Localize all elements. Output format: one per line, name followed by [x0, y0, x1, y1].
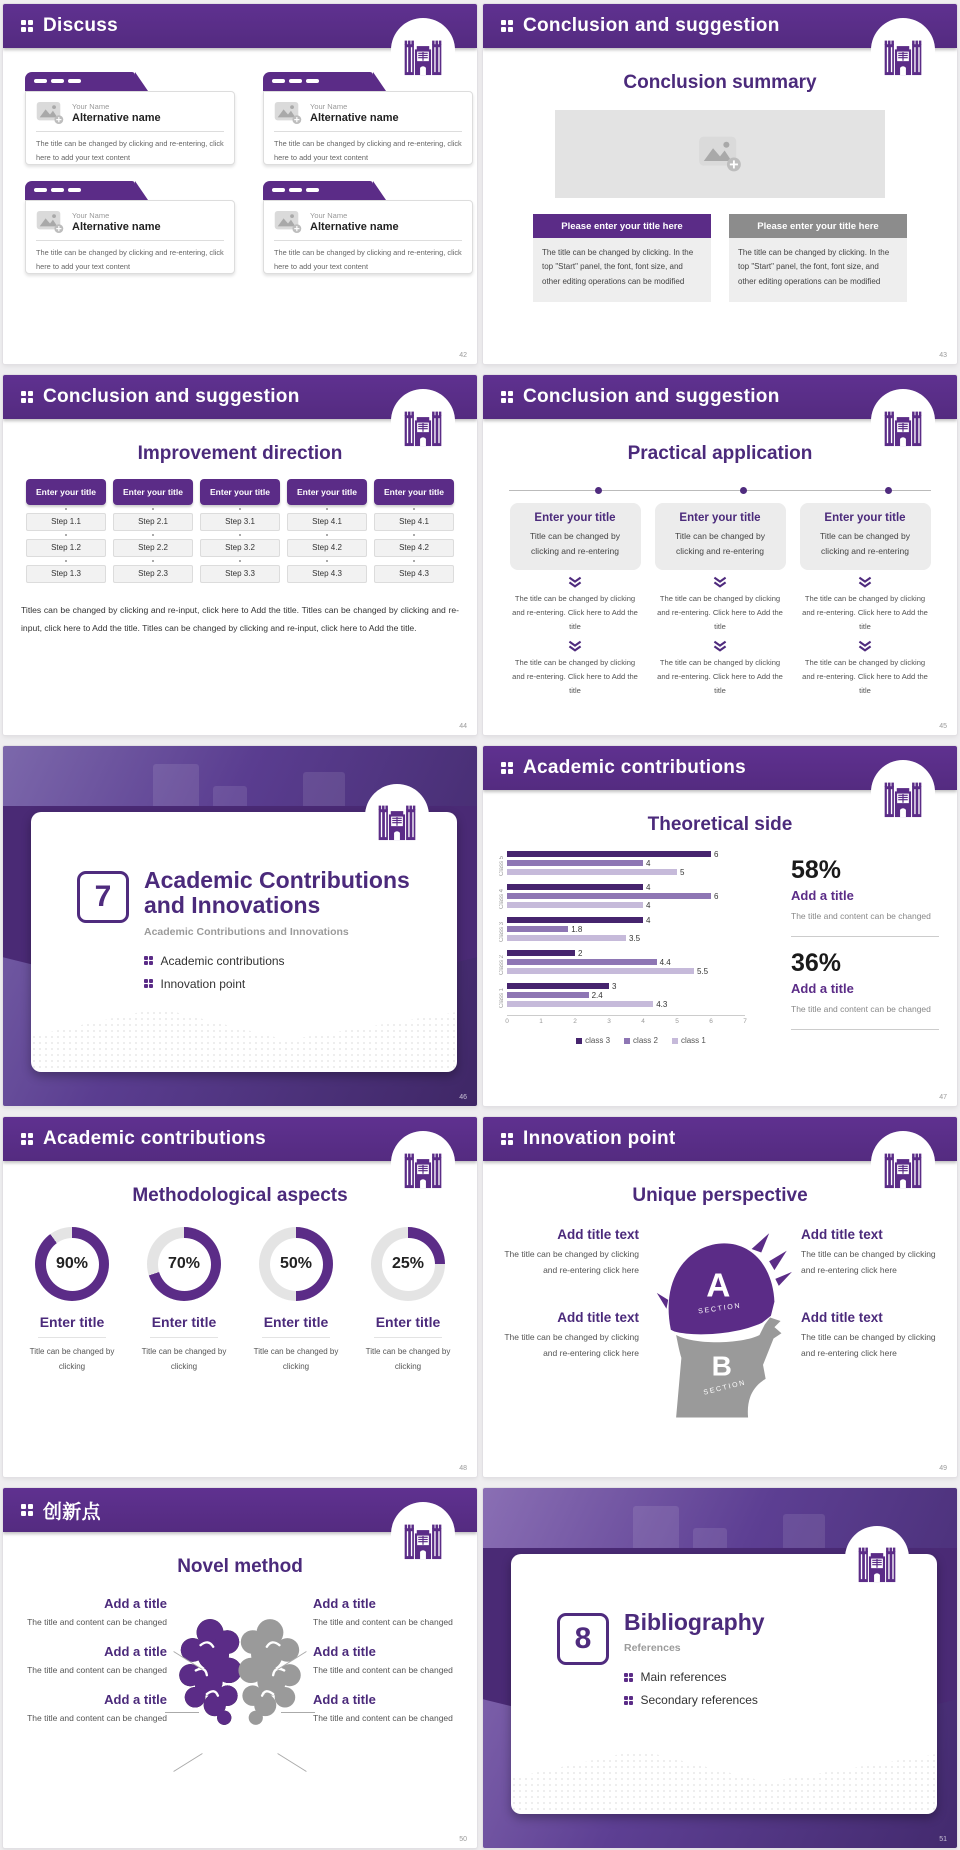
slide-topic-title: Improvement direction [137, 443, 343, 464]
legend-swatch [624, 1038, 630, 1044]
application-column: Enter your title Title can be changed by clicking and re-entering The title can be changed by clicking and re-entering. Click here to Add the title The title can be changed by clicking and re-entering. Click here to Add the title [655, 503, 786, 698]
slide-theoretical-side [483, 746, 957, 1106]
page-number: 45 [939, 723, 947, 730]
title-card: Enter your title Title can be changed by clicking and re-entering [510, 503, 641, 570]
chevron-double-down-icon [712, 640, 728, 652]
application-column: Enter your title Title can be changed by clicking and re-entering The title can be changed by clicking and re-entering. Click here to Add the title The title can be changed by clicking and re-entering. Click here to Add the title [510, 503, 641, 698]
page-number: 49 [939, 1465, 947, 1472]
university-logo-icon [391, 18, 455, 82]
timeline-dot [885, 487, 892, 494]
card-body: The title can be changed by clicking and re-entering, click here to add your text content [36, 139, 224, 163]
chevron-double-down-icon [857, 576, 873, 588]
bullet-marker-icon [624, 1696, 633, 1705]
slide-section-8 [483, 1488, 957, 1848]
stat-list [791, 850, 939, 1045]
profile-card: Your Name Alternative name The title can be changed by clicking and re-entering, click here to add your text content [263, 181, 473, 274]
university-logo-icon [391, 389, 455, 453]
text-block: Add title text The title can be changed by clicking and re-entering click here [504, 1310, 639, 1359]
folder-tab [25, 72, 135, 91]
header-marker-icon [21, 1504, 33, 1516]
section-title: Bibliography [624, 1609, 765, 1635]
header-title: Conclusion and suggestion [43, 386, 300, 407]
image-placeholder-icon [36, 101, 64, 125]
donut-chart: 90% [35, 1227, 109, 1301]
timeline-dot [740, 487, 747, 494]
title-bar: Please enter your title here [729, 214, 907, 238]
header-marker-icon [21, 391, 33, 403]
profile-card: Your Name Alternative name The title can be changed by clicking and re-entering, click here to add your text content [263, 72, 473, 165]
column-body: The title can be changed by clicking. In the top "Start" panel, the font, font size, and other editing operations can be modified [533, 238, 711, 302]
header-title: Discuss [43, 15, 118, 36]
section-bullet: Main references [624, 1670, 924, 1684]
text-block: Add a title The title and content can be changed [27, 1596, 167, 1627]
section-subtitle: Academic Contributions and Innovations [144, 925, 349, 938]
university-logo-icon [845, 1526, 909, 1590]
page-number: 50 [459, 1836, 467, 1843]
image-placeholder-icon [36, 210, 64, 234]
text-block: Add title text The title can be changed by clicking and re-entering click here [801, 1310, 936, 1359]
slide-topic-title: Unique perspective [632, 1185, 808, 1206]
section-b-label: SECTION [702, 1379, 747, 1397]
step-column: Enter your title Step 3.1 Step 3.2 Step 3.3 [200, 479, 280, 583]
header-title: Academic contributions [43, 1128, 267, 1149]
connector-line [281, 1712, 315, 1713]
section-b-letter: B [711, 1350, 732, 1382]
stat-percent: 36% [791, 949, 842, 978]
stat-block: 36% Add a title The title and content can be changed [791, 949, 939, 1030]
text-block: Add a title The title and content can be changed [313, 1596, 453, 1627]
step-column: Enter your title Step 4.1 Step 4.2 Step 4.3 [287, 479, 367, 583]
profile-card [25, 72, 235, 165]
timeline-dot [595, 487, 602, 494]
university-logo-icon [871, 18, 935, 82]
page-number: 48 [459, 1465, 467, 1472]
page-number: 43 [939, 352, 947, 359]
folder-tab [25, 181, 135, 200]
person-name: Alternative name [72, 112, 161, 124]
title-card: Enter your title Title can be changed by clicking and re-entering [800, 503, 931, 570]
image-placeholder-icon [274, 210, 302, 234]
header-title: Conclusion and suggestion [523, 15, 780, 36]
section-a-letter: A [706, 1267, 731, 1305]
profile-card: Your Name Alternative name The title can be changed by clicking and re-entering, click here to add your text content [25, 181, 235, 274]
university-logo-icon [365, 784, 429, 848]
section-number: 7 [77, 871, 129, 923]
step-column: Enter your title Step 2.1 Step 2.2 Step 2.3 [113, 479, 193, 583]
header-marker-icon [21, 1133, 33, 1145]
slide-topic-title: Conclusion summary [623, 72, 817, 93]
slide-topic-title: Novel method [177, 1556, 303, 1577]
legend-swatch [576, 1038, 582, 1044]
donut-block: 70% Enter title Title can be changed by clicking [140, 1227, 228, 1374]
header-marker-icon [501, 1133, 513, 1145]
chart-legend: class 3 class 2 class 1 [507, 1036, 775, 1045]
section-card [511, 1554, 937, 1814]
step-column: Enter your title Step 1.1 Step 1.2 Step 1.3 [26, 479, 106, 583]
bullet-marker-icon [144, 979, 153, 988]
summary-column [533, 214, 711, 302]
university-logo-icon [391, 1131, 455, 1195]
chevron-double-down-icon [712, 576, 728, 588]
header-title: Academic contributions [523, 757, 747, 778]
slide-novel-method [3, 1488, 477, 1848]
connector-line [277, 1753, 306, 1772]
step-columns [3, 479, 477, 583]
chevron-double-down-icon [857, 640, 873, 652]
image-placeholder-icon [698, 135, 742, 173]
header-marker-icon [501, 20, 513, 32]
application-column: Enter your title Title can be changed by clicking and re-entering The title can be changed by clicking and re-entering. Click here to Add the title The title can be changed by clicking and re-entering. Click here to Add the title [800, 503, 931, 698]
bullet-marker-icon [144, 956, 153, 965]
stat-block: 58% Add a title The title and content can be changed [791, 856, 939, 937]
header-marker-icon [501, 391, 513, 403]
text-block: Add title text The title can be changed by clicking and re-entering click here [801, 1227, 936, 1276]
chevron-double-down-icon [567, 576, 583, 588]
folder-tab [263, 72, 373, 91]
slide-conclusion-summary [483, 4, 957, 364]
slide-methodological-aspects [3, 1117, 477, 1477]
text-block: Add title text The title can be changed by clicking and re-entering click here [504, 1227, 639, 1276]
section-card [31, 812, 457, 1072]
name-label: Your Name [72, 102, 110, 111]
slide-topic-title: Practical application [627, 443, 813, 464]
header-title: 创新点 [43, 1501, 101, 1523]
title-bar: Please enter your title here [533, 214, 711, 238]
university-logo-icon [871, 760, 935, 824]
donut-chart: 50% [259, 1227, 333, 1301]
page-number: 51 [939, 1836, 947, 1843]
text-block: Add a title The title and content can be changed [27, 1644, 167, 1676]
section-a-label: SECTION [697, 1302, 742, 1316]
university-logo-icon [391, 1502, 455, 1566]
slide-unique-perspective [483, 1117, 957, 1477]
head-silhouette-graphic [639, 1213, 801, 1425]
connector-line [173, 1753, 202, 1772]
university-logo-icon [871, 1131, 935, 1195]
summary-column [729, 214, 907, 302]
column-body: The title can be changed by clicking. In the top "Start" panel, the font, font size, and other editing operations can be modified [729, 238, 907, 302]
bullet-marker-icon [624, 1673, 633, 1682]
page-number: 44 [459, 723, 467, 730]
header-marker-icon [501, 762, 513, 774]
step-column: Enter your title Step 4.1 Step 4.2 Step 4.3 [374, 479, 454, 583]
folder-tab [263, 181, 373, 200]
image-placeholder-icon [274, 101, 302, 125]
slide-improvement-direction [3, 375, 477, 735]
text-block: Add a title The title and content can be changed [313, 1692, 453, 1724]
header-title: Conclusion and suggestion [523, 386, 780, 407]
text-block: Add a title The title and content can be changed [313, 1644, 453, 1676]
page-number: 42 [459, 352, 467, 359]
university-logo-icon [871, 389, 935, 453]
header-title: Innovation point [523, 1128, 676, 1149]
image-placeholder [555, 110, 885, 198]
section-bullet: Academic contributions [144, 954, 444, 968]
donut-block: 90% Enter title Title can be changed by clicking [28, 1227, 116, 1374]
donut-chart: 70% [147, 1227, 221, 1301]
dotted-wave-decoration [511, 1734, 937, 1814]
section-bullet: Secondary references [624, 1693, 924, 1707]
page-number: 47 [939, 1094, 947, 1101]
chevron-double-down-icon [567, 640, 583, 652]
text-block: Add a title The title and content can be changed [27, 1692, 167, 1724]
body-paragraph: Titles can be changed by clicking and re-input, click here to Add the title. Titles can be changed by clicking and re-input, click here to Add the title. Titles can be changed by clicking and re-input, click here to Add the title. [21, 605, 459, 634]
title-card: Enter your title Title can be changed by clicking and re-entering [655, 503, 786, 570]
timeline [509, 487, 931, 495]
dotted-wave-decoration [31, 992, 457, 1072]
donut-chart: 25% [371, 1227, 445, 1301]
legend-swatch [672, 1038, 678, 1044]
slide-topic-title: Theoretical side [647, 814, 793, 835]
donut-block: 25% Enter title Title can be changed by clicking [364, 1227, 452, 1374]
bar-chart: Class 5 6 4 5 Class 4 4 6 4 Class 3 4 1.8 3.5 Class 2 2 4.4 5.5 Class 1 3 2.4 4.3 0 1 2 3 4 5 6 7 class 3 class 2 class 1 [497, 850, 775, 1045]
header-marker-icon [21, 20, 33, 32]
section-number: 8 [557, 1613, 609, 1665]
slide-topic-title: Methodological aspects [132, 1185, 348, 1206]
section-subtitle: References [624, 1642, 681, 1655]
donut-block: 50% Enter title Title can be changed by clicking [252, 1227, 340, 1374]
x-axis: 0 1 2 3 4 5 6 7 [507, 1015, 745, 1028]
connector-line [165, 1712, 199, 1713]
slide-practical-application [483, 375, 957, 735]
section-bullet: Innovation point [144, 977, 444, 991]
section-title: Academic Contributions and Innovations [144, 867, 410, 919]
slide-discuss [3, 4, 477, 364]
stat-percent: 58% [791, 856, 842, 884]
slide-section-7 [3, 746, 477, 1106]
page-number: 46 [459, 1094, 467, 1101]
profile-cards [3, 48, 477, 274]
